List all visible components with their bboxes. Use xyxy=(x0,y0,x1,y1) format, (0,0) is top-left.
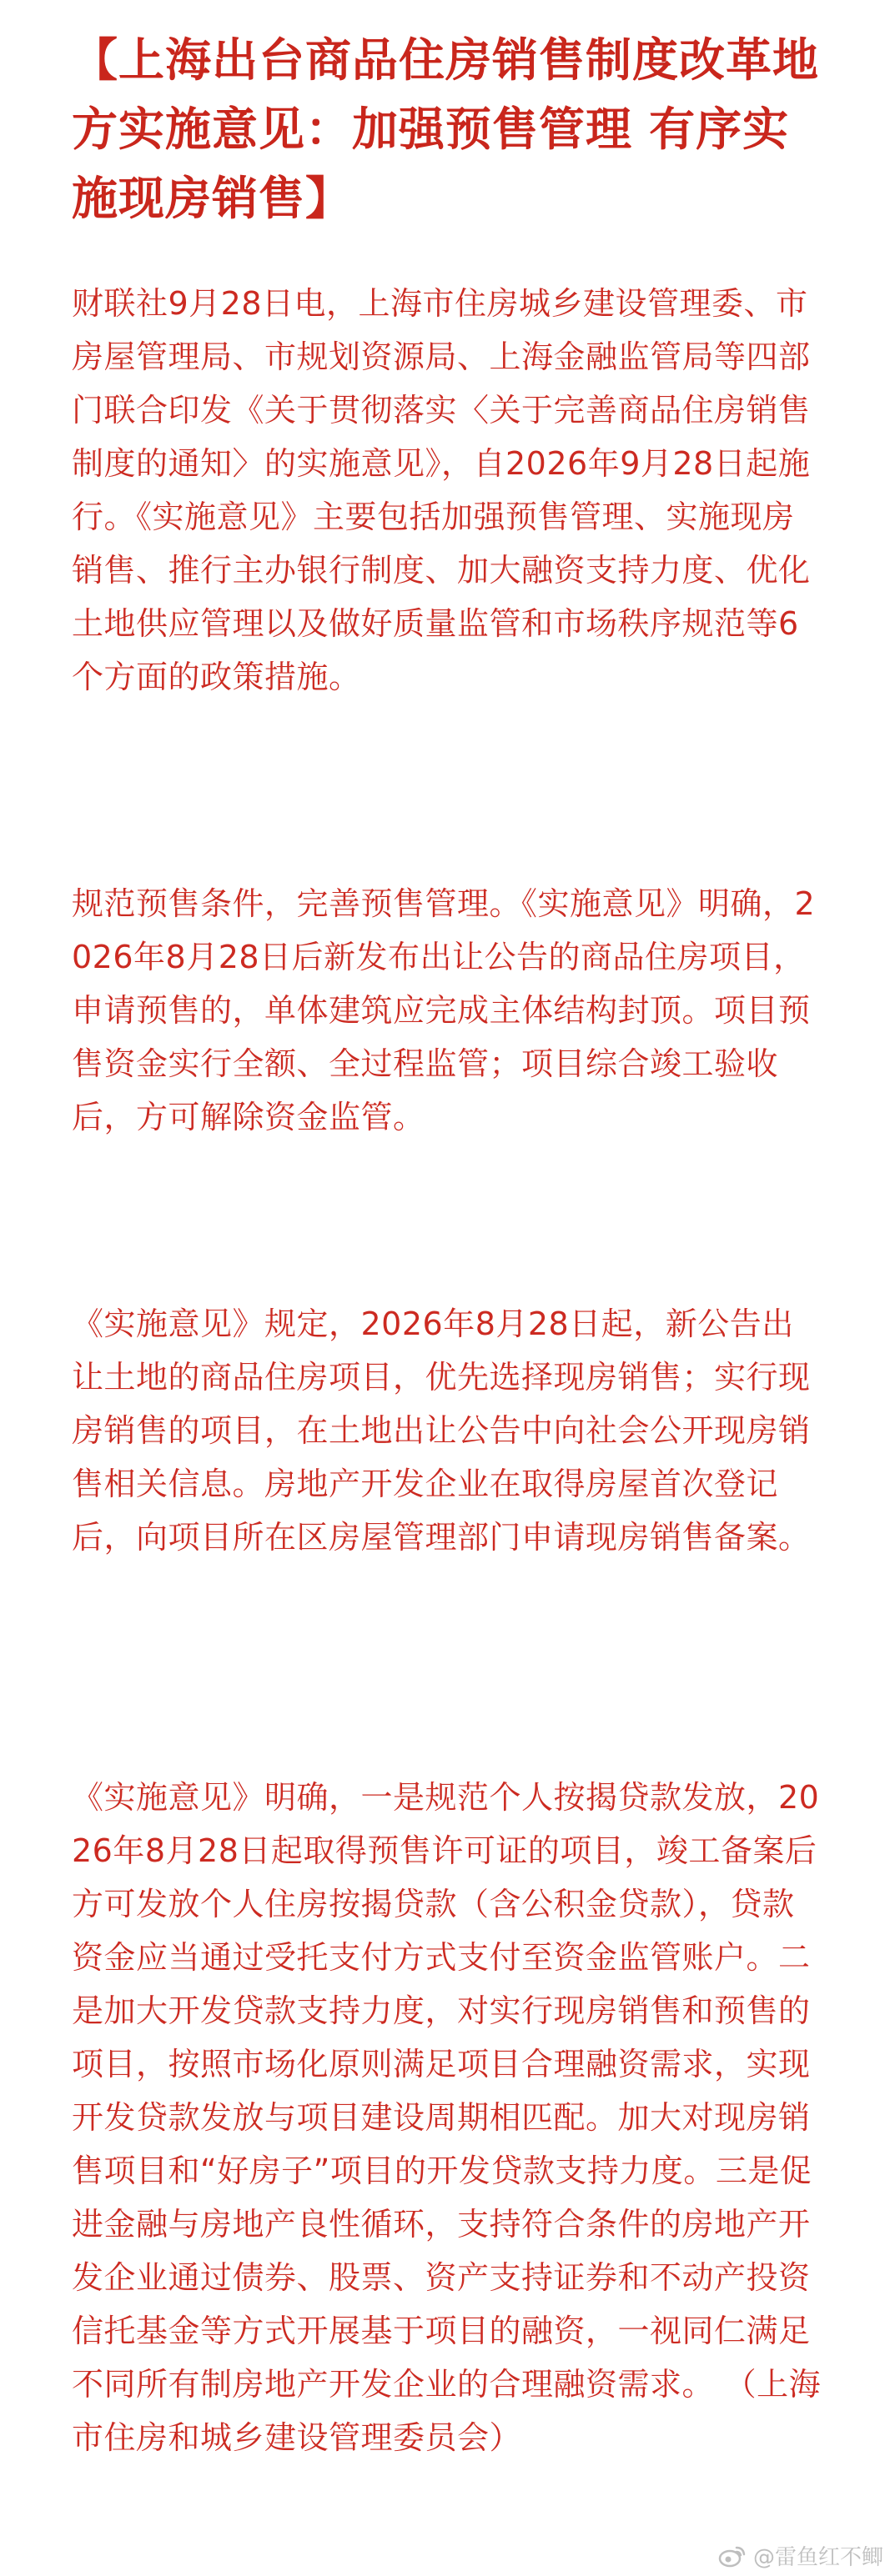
watermark xyxy=(718,2540,883,2571)
paragraph-1: 财联社9月28日电，上海市住房城乡建设管理委、市房屋管理局、市规划资源局、上海金融监管局等四部门联合印发《关于贯彻落实〈关于完善商品住房销售制度的通知〉的实施意见》，自2026年9月28日起施行。《实施意见》主要包括加强预售管理、实施现房销售、推行主办银行制度、加大融资支持力度、优化土地供应管理以及做好质量监管和市场秩序规范等6个方面的政策措施。 xyxy=(72,285,811,695)
paragraph-4: 《实施意见》明确，一是规范个人按揭贷款发放，2026年8月28日起取得预售许可证的项目，竣工备案后方可发放个人住房按揭贷款（含公积金贷款），贷款资金应当通过受托支付方式支付至资金监管账户。二是加大开发贷款支持力度，对实行现房销售和预售的项目，按照市场化原则满足项目合理融资需求，实现开发贷款发放与项目建设周期相匹配。加大对现房销售项目和“好房子”项目的开发贷款支持力度。三是促进金融与房地产良性循环，支持符合条件的房地产开发企业通过债券、股票、资产支持证券和不动产投资信托基金等方式开展基于项目的融资，一视同仁满足不同所有制房地产开发企业的合理融资需求。 （上海市住房和城乡建设管理委员会） xyxy=(72,1779,822,2456)
document-title: 【上海出台商品住房销售制度改革地方实施意见：加强预售管理 有序实施现房销售】 xyxy=(72,33,820,225)
weibo-icon xyxy=(718,2544,747,2568)
paragraph-2: 规范预售条件，完善预售管理。《实施意见》明确，2026年8月28日后新发布出让公告的商品住房项目，申请预售的，单体建筑应完成主体结构封顶。项目预售资金实行全额、全过程监管；项目综合竣工验收后，方可解除资金监管。 xyxy=(72,885,816,1135)
watermark-text: @雷鱼红不鲫 xyxy=(752,2545,883,2570)
paragraph-3: 《实施意见》规定，2026年8月28日起，新公告出让土地的商品住房项目，优先选择现房销售；实行现房销售的项目，在土地出让公告中向社会公开现房销售相关信息。房地产开发企业在取得房屋首次登记后，向项目所在区房屋管理部门申请现房销售备案。 xyxy=(72,1306,811,1556)
